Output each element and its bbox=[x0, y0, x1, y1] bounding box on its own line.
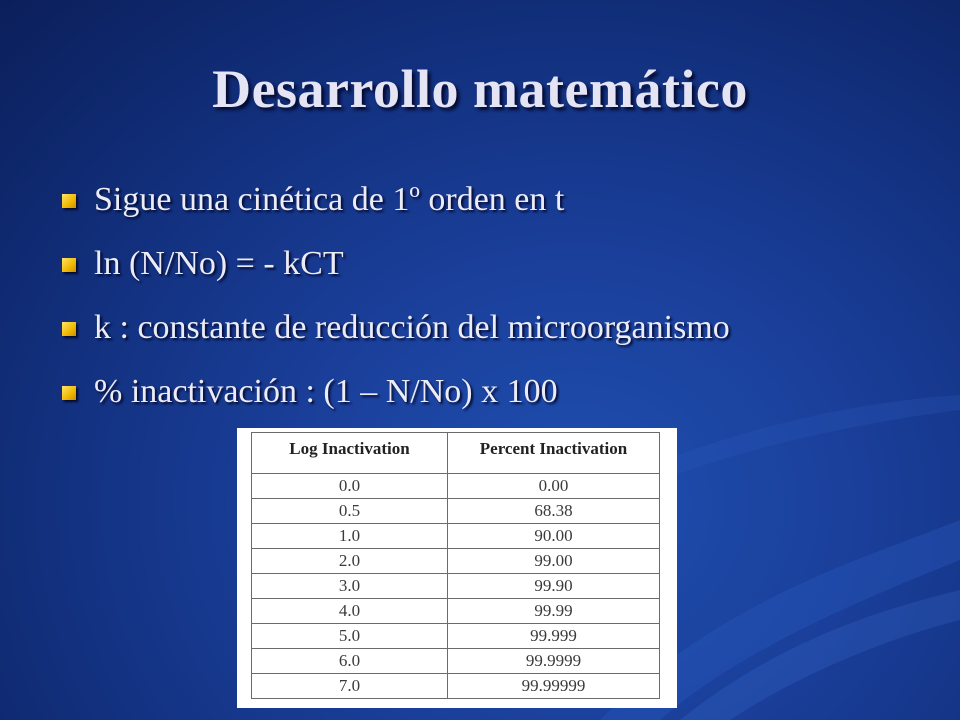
square-bullet-icon bbox=[62, 258, 76, 272]
column-header: Log Inactivation bbox=[252, 433, 448, 474]
bullet-text: % inactivación : (1 – N/No) x 100 bbox=[94, 373, 558, 410]
table-row bbox=[252, 649, 660, 674]
bullet-item bbox=[60, 370, 730, 434]
table-row bbox=[252, 474, 660, 499]
table-cell: 99.00 bbox=[448, 549, 660, 574]
table-cell: 3.0 bbox=[252, 574, 448, 599]
table-cell: 99.9999 bbox=[448, 649, 660, 674]
bullet-text: Sigue una cinética de 1º orden en t bbox=[94, 181, 565, 218]
table-cell: 1.0 bbox=[252, 524, 448, 549]
table-cell: 7.0 bbox=[252, 674, 448, 699]
table-cell: 99.99 bbox=[448, 599, 660, 624]
slide-title: Desarrollo matemático bbox=[212, 59, 748, 119]
bullet-item bbox=[60, 178, 730, 242]
square-bullet-icon bbox=[62, 322, 76, 336]
bullet-item bbox=[60, 306, 730, 370]
table-cell: 0.0 bbox=[252, 474, 448, 499]
table-row bbox=[252, 624, 660, 649]
table-cell: 99.90 bbox=[448, 574, 660, 599]
table-row bbox=[252, 574, 660, 599]
table-cell: 5.0 bbox=[252, 624, 448, 649]
table-row bbox=[252, 599, 660, 624]
bullet-list bbox=[60, 178, 730, 434]
bullet-text: ln (N/No) = - kCT bbox=[94, 245, 344, 282]
table-row bbox=[252, 499, 660, 524]
square-bullet-icon bbox=[62, 386, 76, 400]
table-cell: 0.5 bbox=[252, 499, 448, 524]
table-row bbox=[252, 524, 660, 549]
table-header-row bbox=[252, 433, 660, 474]
table-cell: 99.99999 bbox=[448, 674, 660, 699]
table-cell: 90.00 bbox=[448, 524, 660, 549]
inactivation-table-image bbox=[237, 428, 677, 708]
square-bullet-icon bbox=[62, 194, 76, 208]
table-row bbox=[252, 549, 660, 574]
bullet-item bbox=[60, 242, 730, 306]
inactivation-table bbox=[251, 432, 660, 699]
table-cell: 0.00 bbox=[448, 474, 660, 499]
table-cell: 4.0 bbox=[252, 599, 448, 624]
column-header: Percent Inactivation bbox=[448, 433, 660, 474]
bullet-text: k : constante de reducción del microorganismo bbox=[94, 309, 730, 346]
table-cell: 68.38 bbox=[448, 499, 660, 524]
table-cell: 2.0 bbox=[252, 549, 448, 574]
table-cell: 6.0 bbox=[252, 649, 448, 674]
table-cell: 99.999 bbox=[448, 624, 660, 649]
table-row bbox=[252, 674, 660, 699]
